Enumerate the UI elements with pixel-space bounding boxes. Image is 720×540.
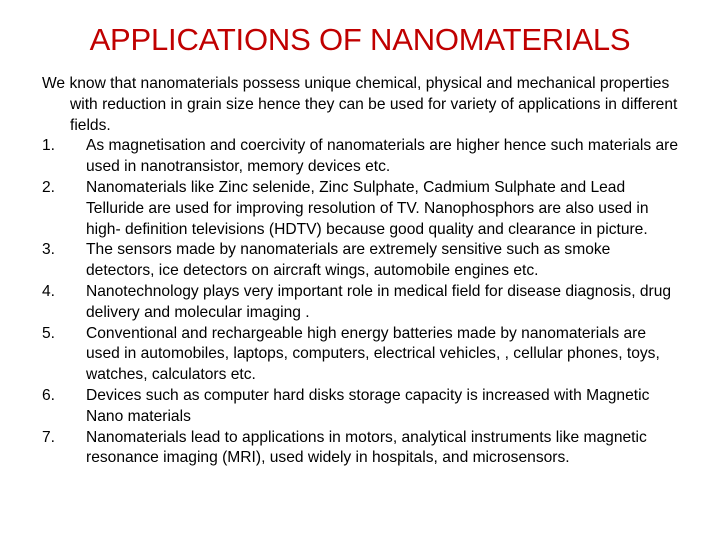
list-item — [42, 324, 682, 386]
intro-paragraph: We know that nanomaterials possess unique chemical, physical and mechanical properties with reduction in grain size hence they can be used for variety of applications in different fields. — [42, 75, 678, 134]
list-item-number: 7. — [42, 428, 56, 446]
list-item — [42, 136, 682, 178]
list-item — [42, 240, 682, 282]
list-item-number: 3. — [42, 241, 56, 259]
applications-list — [42, 136, 682, 469]
list-item-number: 6. — [42, 386, 56, 404]
list-item-number: 4. — [42, 282, 56, 300]
slide-title: APPLICATIONS OF NANOMATERIALS — [89, 22, 631, 57]
list-item-text: Nanomaterials lead to applications in motors, analytical instruments like magnetic resonance imaging (MRI), used widely in hospitals, and microsensors. — [86, 428, 647, 467]
list-item-number: 1. — [42, 137, 56, 155]
list-item — [42, 386, 682, 428]
list-item-text: Devices such as computer hard disks storage capacity is increased with Magnetic Nano materials — [86, 386, 650, 425]
list-item-text: Nanomaterials like Zinc selenide, Zinc Sulphate, Cadmium Sulphate and Lead Telluride are used for improving resolution of TV. Nanophosphors are also used in high- definition televisions (HDTV) because good quality and clearance in picture. — [86, 178, 649, 238]
list-item-number: 5. — [42, 324, 56, 342]
list-item-text: As magnetisation and coercivity of nanomaterials are higher hence such materials are used in nanotransistor, memory devices etc. — [86, 137, 679, 176]
list-item — [42, 282, 682, 324]
list-item — [42, 178, 682, 240]
list-item — [42, 428, 682, 470]
slide-body — [42, 74, 682, 469]
list-item-text: Conventional and rechargeable high energy batteries made by nanomaterials are used in automobiles, laptops, computers, electrical vehicles, , cellular phones, toys, watches, calculators etc. — [86, 324, 660, 384]
list-item-text: Nanotechnology plays very important role in medical field for disease diagnosis, drug delivery and molecular imaging . — [86, 282, 672, 321]
list-item-text: The sensors made by nanomaterials are extremely sensitive such as smoke detectors, ice detectors on aircraft wings, automobile engines etc. — [86, 241, 611, 280]
list-item-number: 2. — [42, 178, 56, 196]
